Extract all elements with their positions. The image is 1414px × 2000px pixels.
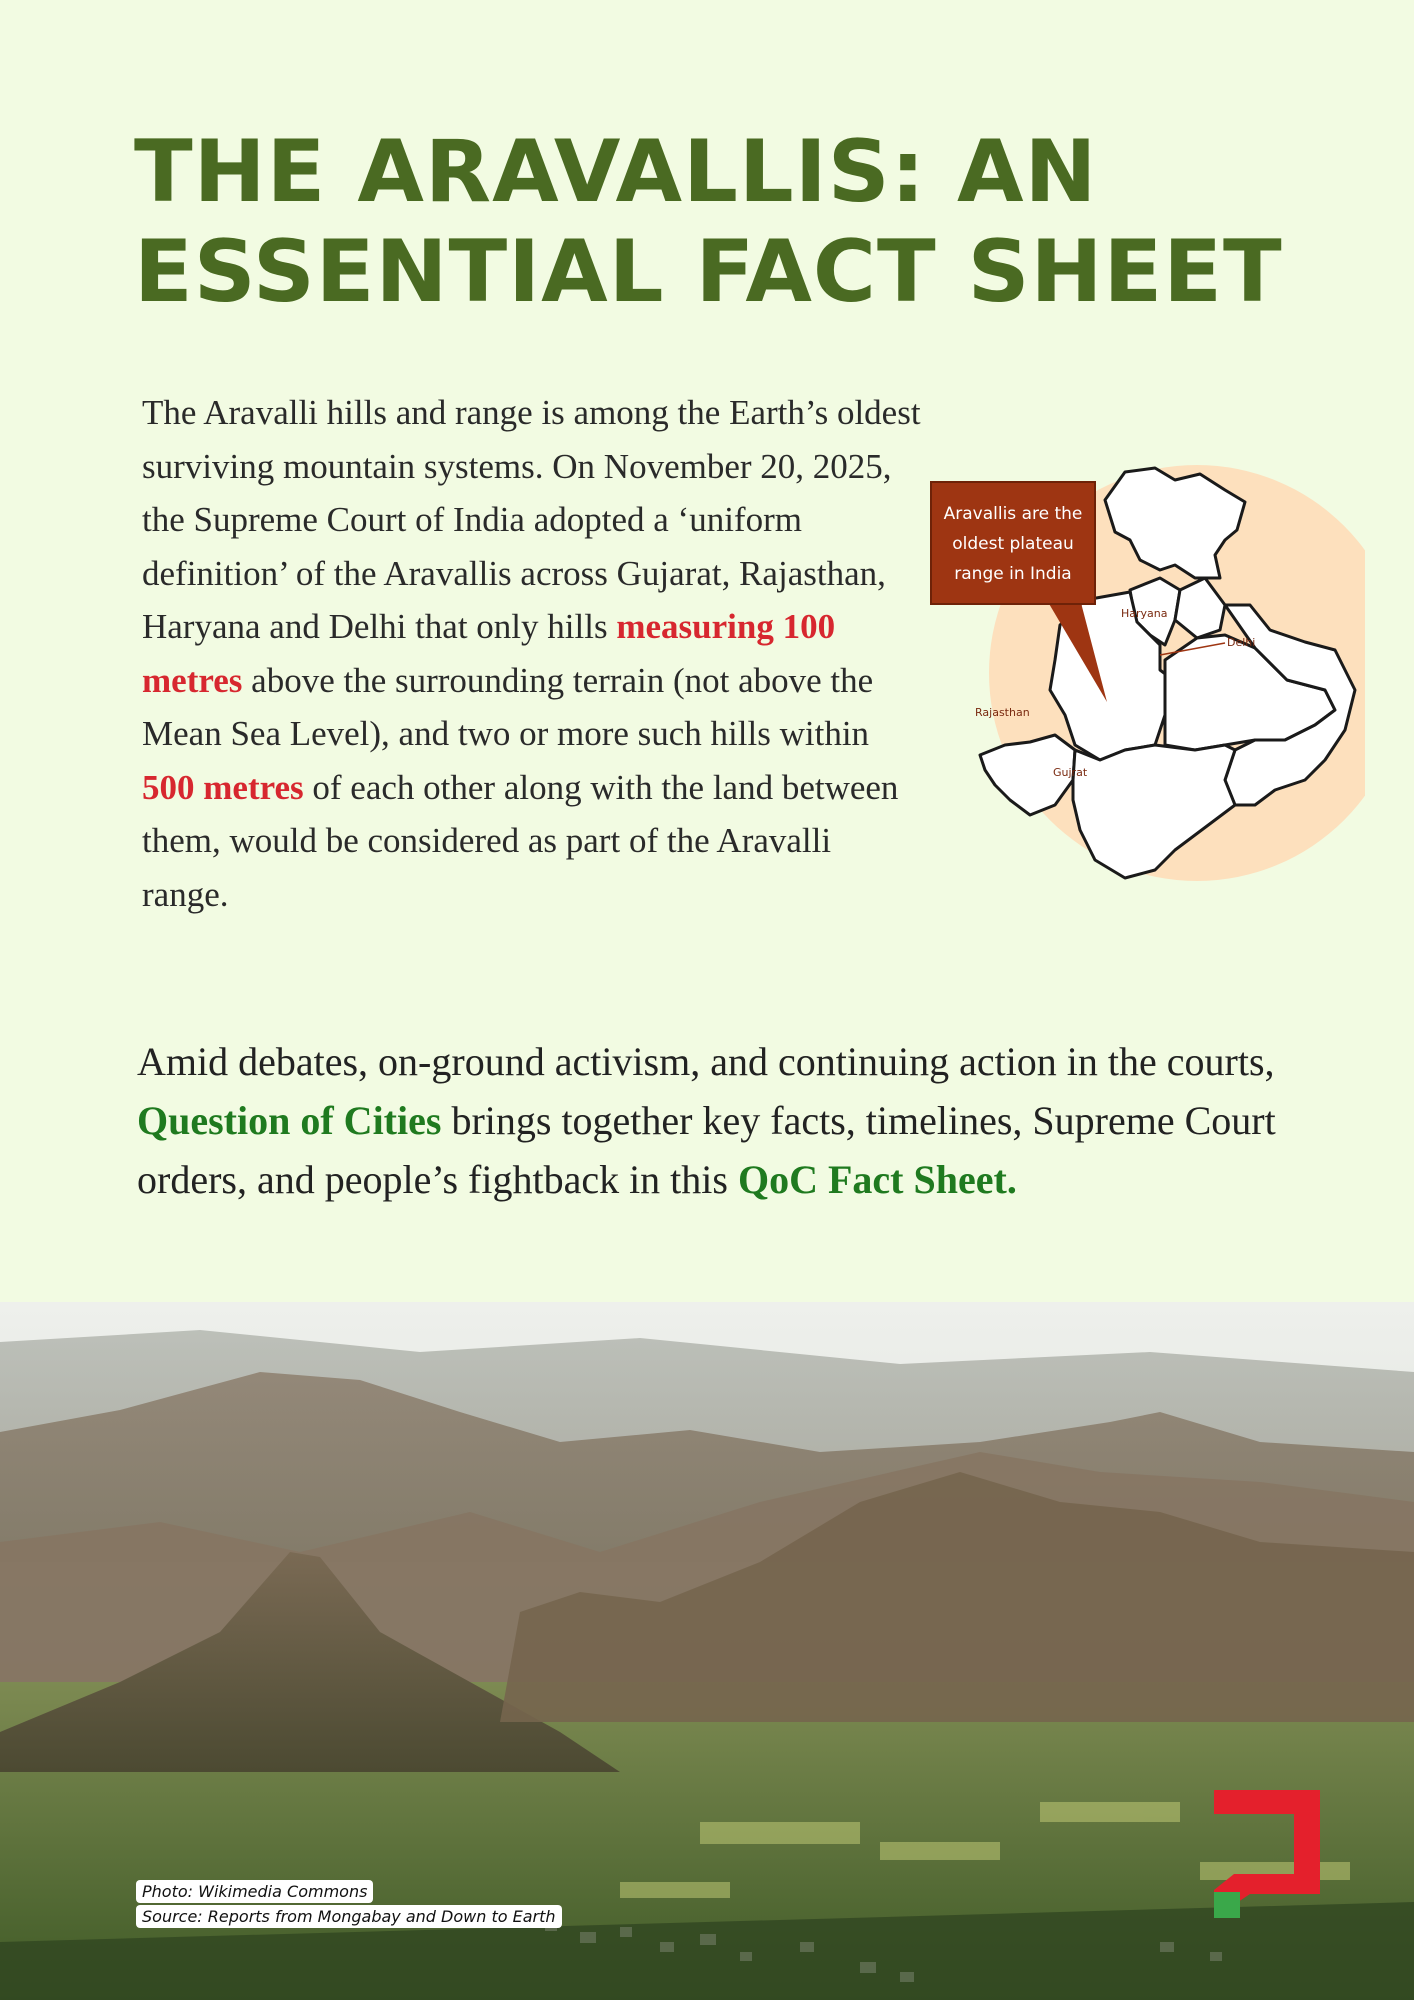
intro-highlight-500m: 500 metres bbox=[142, 767, 304, 807]
intro-text-c: of each other along with the land between them, would be considered as part of the Aravalli range. bbox=[142, 767, 899, 914]
summary-text-a: Amid debates, on-ground activism, and continuing action in the courts, bbox=[137, 1039, 1275, 1084]
summary-highlight-qoc: Question of Cities bbox=[137, 1098, 442, 1143]
map-label-rajasthan: Rajasthan bbox=[975, 706, 1030, 719]
page-title bbox=[134, 122, 1314, 322]
credit-source-line: Source: Reports from Mongabay and Down to Earth bbox=[136, 1905, 562, 1928]
credit-photo-line: Photo: Wikimedia Commons bbox=[136, 1880, 373, 1903]
qoc-logo bbox=[1214, 1790, 1324, 1920]
intro-text-a: The Aravalli hills and range is among the Earth’s oldest surviving mountain systems. On November 20, 2025, the Supreme Court of India adopted a ‘uniform definition’ of the Aravallis across Gujarat, Rajasthan, Haryana and Delhi that only hills bbox=[142, 393, 921, 646]
map-label-haryana: Haryana bbox=[1121, 607, 1168, 620]
callout-line-2: oldest plateau bbox=[952, 534, 1074, 554]
intro-paragraph bbox=[142, 386, 922, 921]
map-svg bbox=[925, 460, 1365, 900]
summary-highlight-factsheet: QoC Fact Sheet. bbox=[737, 1157, 1017, 1202]
summary-text-b: brings together key facts, timelines, Supreme Court orders, and people’s fightback in this bbox=[137, 1098, 1276, 1202]
intro-highlight-100m: measuring 100 metres bbox=[142, 607, 836, 700]
intro-text-b: above the surrounding terrain (not above the Mean Sea Level), and two or more such hills within bbox=[142, 660, 874, 753]
callout-line-3: range in India bbox=[954, 564, 1072, 584]
title-line-2: ESSENTIAL FACT SHEET bbox=[134, 222, 1283, 322]
callout-line-1: Aravallis are the bbox=[943, 504, 1083, 524]
title-line-1: THE ARAVALLIS: AN bbox=[134, 122, 1098, 222]
photo-credit bbox=[136, 1880, 562, 1930]
india-map-illustration bbox=[925, 460, 1365, 900]
map-label-delhi: Delhi bbox=[1227, 636, 1256, 649]
logo-green-square bbox=[1214, 1892, 1240, 1918]
map-label-gujrat: Gujrat bbox=[1053, 766, 1088, 779]
summary-paragraph bbox=[137, 1032, 1377, 1209]
